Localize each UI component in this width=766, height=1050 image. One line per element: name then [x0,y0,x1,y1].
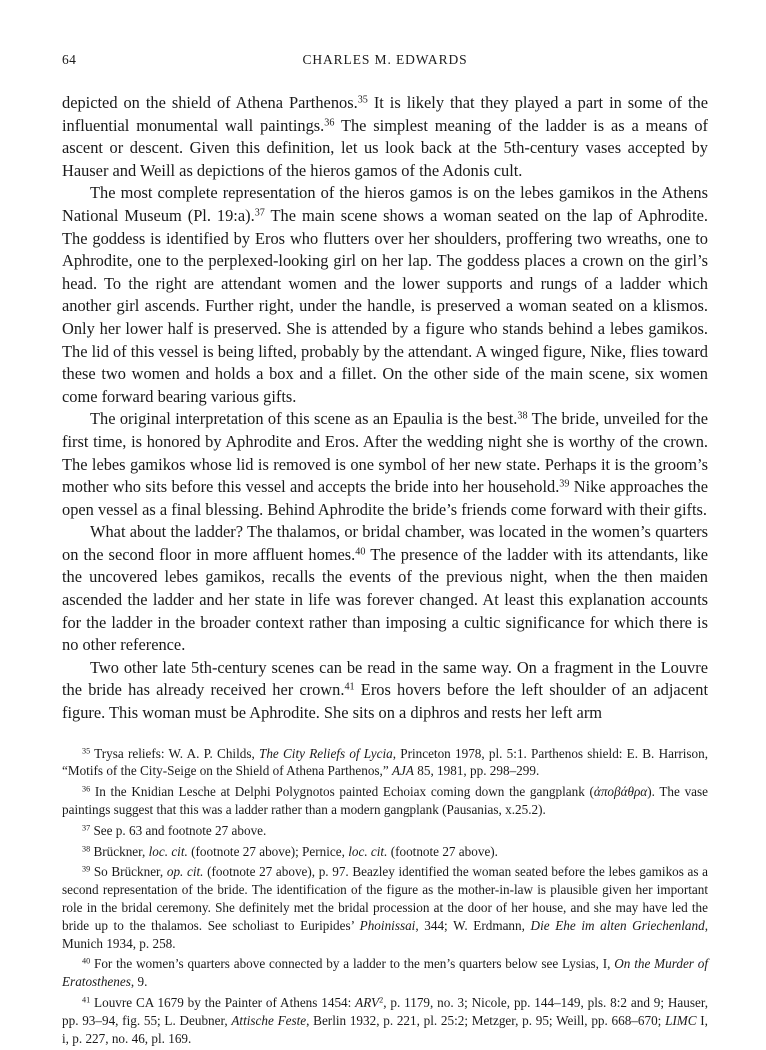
footnote: $^{41}$ Louvre CA 1679 by the Painter of Athens 1454: ARV$^2$, p. 1179, no. 3; Nicole, pp. 144–149, pls. 8:2 and 9; Hauser, pp. 93–94, fig. 55; L. Deubner, Attische Feste, Berlin 1932, p. 221, pl. 25:2; Metzger, p. 95; Weill, pp. 668–670; LIMC I, i, p. 227, no. 46, pl. 169. [62,994,709,1046]
footnote-ref[interactable]: 41 [344,681,355,693]
body-text [62,92,708,725]
footnote: $^{39}$ So Brückner, op. cit. (footnote 27 above), p. 97. Beazley identified the woman seated before the lebes gamikos as a second representation of the bride. The identification of the figure as the mother-in-law is plausible given her important role in the bridal ceremony. She definitely met the bridal procession at the door of her house, and she may have led the bride up to the thalamos. See scholiast to Euripides’ Phoinissai, 344; W. Erdmann, Die Ehe im alten Griechenland, Munich 1934, p. 258. [62,864,709,951]
footnote: $^{36}$ In the Knidian Lesche at Delphi Polygnotos painted Echoiax coming down the gangplank (ἀποβάθρα). The vase paintings suggest that this was a ladder rather than a modern gangplank (Pausanias, x.25.2). [62,784,709,818]
page-number: 64 [62,52,77,67]
footnote: $^{37}$ See p. 63 and footnote 27 above. [82,822,267,838]
footnote: $^{38}$ Brückner, loc. cit. (footnote 27 above); Pernice, loc. cit. (footnote 27 above). [82,843,498,859]
paragraph: What about the ladder? The thalamos, or bridal chamber, was located in the women’s quarters on the second floor in more affluent homes.$^{40}$ The presence of the ladder with its attendants, like the uncovered lebes gamikos, recalls the events of the previous night, when the then maiden ascended the ladder and her state in life was forever changed. At least this explanation accounts for the ladder in the broader context rather than imposing a cultic significance for which there is no other reference. [62,522,708,655]
paragraph: Two other late 5th-century scenes can be read in the same way. On a fragment in the Louvre the bride has already received her crown.$^{41}$ Eros hovers before the left shoulder of an adjacent figure. This woman must be Aphrodite. She sits on a diphros and rests her left arm [62,657,709,723]
running-head: CHARLES M. EDWARDS [302,52,468,67]
footnote-ref[interactable]: 40 [355,546,366,558]
footnote: $^{40}$ For the women’s quarters above connected by a ladder to the men’s quarters below see Lysias, I, On the Murder of Eratosthenes, 9. [62,956,708,990]
footnote-ref[interactable]: 39 [559,478,570,490]
paragraph: The most complete representation of the hieros gamos is on the lebes gamikos in the Athens National Museum (Pl. 19:a).$^{37}$ The main scene shows a woman seated on the lap of Aphrodite. The goddess is identified by Eros who flutters over her shoulders, proffering two wreaths, one to Aphrodite, one to the perplexed-looking girl on her lap. The goddess places a crown on the girl’s head. To the right are attendant women and the lower supports and rungs of a ladder which another girl ascends. Further right, under the handle, is preserved a woman seated on a klismos. Only her lower half is preserved. She is attended by a figure who stands behind a lebes gamikos. The lid of this vessel is being lifted, probably by the attendant. A winged figure, Nike, flies toward these two women and holds a box and a fillet. On the other side of the main scene, six women come forward bearing various gifts. [62,183,708,406]
footnote-ref[interactable]: 38 [517,410,528,422]
footnote: $^{35}$ Trysa reliefs: W. A. P. Childs, The City Reliefs of Lycia, Princeton 1978, pl. 5:1. Parthenos shield: E. B. Harrison, “Motifs of the City-Seige on the Shield of Athena Parthenos,” AJA 85, 1981, pp. 298–299. [62,745,709,779]
paragraph: depicted on the shield of Athena Parthenos.$^{35}$ It is likely that they played a part in some of the influential monumental wall paintings.$^{36}$ The simplest meaning of the ladder is as a means of ascent or descent. Given this definition, let us look back at the 5th-century vases accepted by Hauser and Weill as depictions of the hieros gamos of the Adonis cult. [62,93,709,180]
footnotes [62,745,708,1048]
paragraph: The original interpretation of this scene as an Epaulia is the best.$^{38}$ The bride, unveiled for the first time, is honored by Aphrodite and Eros. After the wedding night she is worthy of the crown. The lebes gamikos whose lid is removed is one symbol of her new state. Perhaps it is the groom’s mother who sits before this vessel and accepts the bride into her household.$^{39}$ Nike approaches the open vessel as a final blessing. Behind Aphrodite the bride’s friends come forward with their gifts. [62,409,708,519]
page-header [62,52,708,76]
page [62,52,708,1050]
footnote-ref[interactable]: 35 [357,94,368,106]
footnote-ref[interactable]: 36 [324,117,335,129]
footnote-ref[interactable]: 37 [254,207,265,219]
